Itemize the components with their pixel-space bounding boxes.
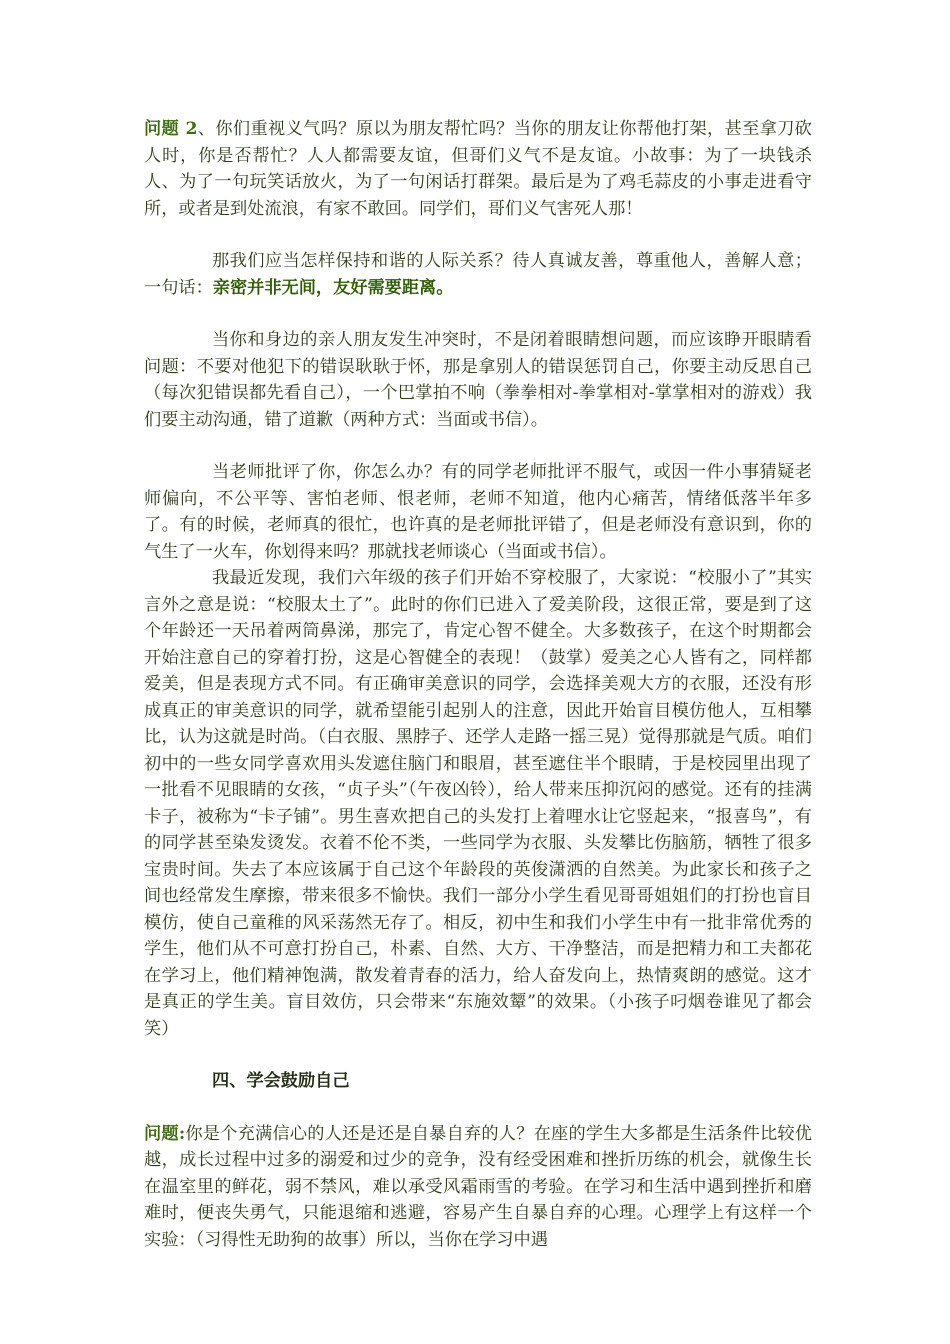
- question-label: 问题 2: [144, 119, 198, 139]
- paragraph-teacher: [144, 459, 812, 565]
- emphasis-text: 亲密并非无间，友好需要距离。: [212, 277, 454, 298]
- paragraph-harmony: [144, 248, 812, 301]
- paragraph-text: 那我们应当怎样保持和谐的人际关系？待人真诚友善，尊重他人，善解人意；一句话：: [144, 251, 812, 298]
- paragraph-text: 当老师批评了你，你怎么办？有的同学老师批评不服气，或因一件小事猜疑老师偏向，不公平等、害怕老师、恨老师，老师不知道，他内心痛苦，情绪低落半年多了。有的时候，老师真的很忙，也许真的是老师批评错了，但是老师没有意识到，你的气生了一火车，你划得来吗？那就找老师谈心（当面或书信）。: [144, 462, 812, 562]
- paragraph-text: 、你们重视义气吗？原以为朋友帮忙吗？当你的朋友让你帮他打架，甚至拿刀砍人时，你是否帮忙？人人都需要友谊，但哥们义气不是友谊。小故事：为了一块钱杀人、为了一句玩笑话放火，为了一句闲话打群架。最后是为了鸡毛蒜皮的小事走进看守所，或者是到处流浪，有家不敢回。同学们，哥们义气害死人那！: [144, 119, 812, 219]
- paragraph-uniform: [144, 565, 812, 1042]
- paragraph-text: 你是个充满信心的人还是还是自暴自弃的人？在座的学生大多都是生活条件比较优越，成长过程中过多的溺爱和过少的竞争，没有经受困难和挫折历练的机会，就像生长在温室里的鲜花，弱不禁风，难以承受风霜雨雪的考验。在学习和生活中遇到挫折和磨难时，便丧失勇气，只能退缩和逃避，容易产生自暴自弃的心理。心理学上有这样一个实验：（习得性无助狗的故事）所以，当你在学习中遇: [144, 1123, 812, 1250]
- paragraph-text: 我最近发现，我们六年级的孩子们开始不穿校服了，大家说：“校服小了”其实言外之意是说：“校服太土了”。此时的你们已进入了爱美阶段，这很正常，要是到了这个年龄还一天吊着两筒鼻涕，那完了，肯定心智不健全。大多数孩子，在这个时期都会开始注意自己的穿着打扮，这是心智健全的表现！（鼓掌）爱美之心人皆有之，同样都爱美，但是表现方式不同。有正确审美意识的同学，会选择美观大方的衣服，还没有形成真正的审美意识的同学，就希望能引起别人的注意，因此开始盲目模仿他人，互相攀比，认为这就是时尚。（白衣服、黑脖子、还学人走路一摇三晃）觉得那就是气质。咱们初中的一些女同学喜欢用头发遮住脑门和眼眉，甚至遮住半个眼睛，于是校园里出现了一批看不见眼睛的女孩，“贞子头”（午夜凶铃），给人带来压抑沉闷的感觉。还有的挂满卡子，被称为“卡子铺”。男生喜欢把自己的头发打上着哩水让它竖起来，“报喜鸟”，有的同学甚至染发烫发。衣着不伦不类，一些同学为衣服、头发攀比伤脑筋，牺牲了很多宝贵时间。失去了本应该属于自己这个年龄段的英俊潇洒的自然美。为此家长和孩子之间也经常发生摩擦，带来很多不愉快。我们一部分小学生看见哥哥姐姐们的打扮也盲目模仿，使自己童稚的风采荡然无存了。相反，初中生和我们小学生中有一批非常优秀的学生，他们从不可意打扮自己，朴素、自然、大方、干净整洁，而是把精力和工夫都花在学习上，他们精神饱满，散发着青春的活力，给人奋发向上，热情爽朗的感觉。这才是真正的学生美。盲目效仿，只会带来“东施效颦”的效果。（小孩子叼烟卷谁见了都会笑）: [144, 568, 812, 1039]
- section-heading: 四、学会鼓励自己: [212, 1071, 350, 1091]
- paragraph-question: [144, 1121, 812, 1254]
- document-page: [144, 116, 812, 1253]
- paragraph-text: 当你和身边的亲人朋友发生冲突时，不是闭着眼睛想问题，而应该睁开眼睛看问题：不要对他犯下的错误耿耿于怀，那是拿别人的错误惩罚自己，你要主动反思自己（每次犯错误都先看自己），一个巴掌拍不响（拳拳相对-拳掌相对-掌掌相对的游戏）我们要主动沟通，错了道歉（两种方式：当面或书信）。: [144, 330, 812, 430]
- paragraph-conflict: [144, 327, 812, 433]
- question-label: 问题:: [144, 1123, 186, 1144]
- paragraph-question-2: [144, 116, 812, 222]
